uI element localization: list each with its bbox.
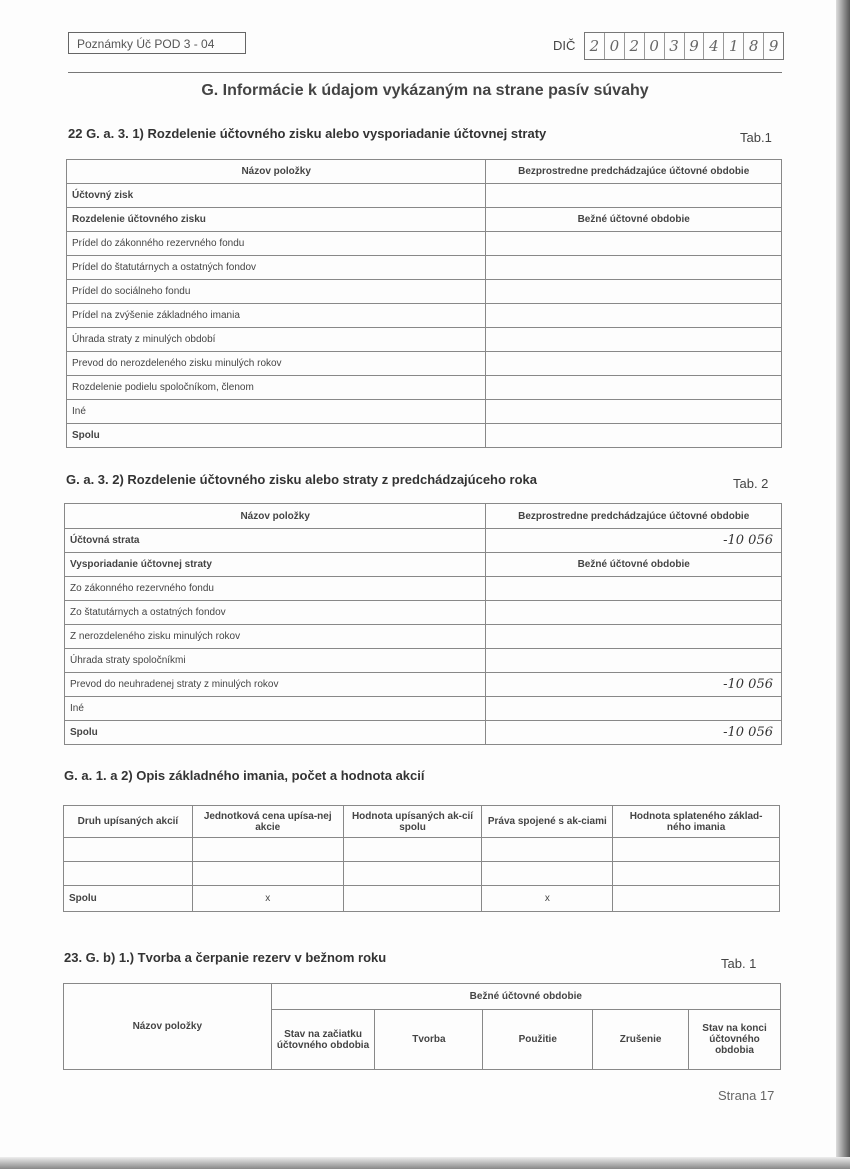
page-title: G. Informácie k údajom vykázaným na strane pasív súvahy [201, 82, 649, 99]
table1-row-main: Účtovný zisk [67, 184, 486, 208]
dic-digit: 2 [585, 33, 605, 59]
table-row: Zo zákonného rezervného fondu [65, 577, 486, 601]
table3 [63, 805, 780, 912]
table-cell [613, 838, 780, 862]
table-cell [486, 328, 782, 352]
dic-digit: 2 [625, 33, 645, 59]
dic-digit: 1 [724, 33, 744, 59]
dic-digit: 9 [768, 37, 779, 55]
table-row: Iné [67, 400, 486, 424]
table-cell [486, 352, 782, 376]
table4-col-name: Názov položky [64, 984, 272, 1070]
table-row: Prídel do zákonného rezervného fondu [67, 232, 486, 256]
dic-label: DIČ [553, 38, 576, 53]
table4-col: Stav na začiatku účtovného obdobia [271, 1010, 375, 1070]
table4-col: Stav na konci účtovného obdobia [689, 1010, 781, 1070]
table3-col: Hodnota upísaných ak-cií spolu [343, 806, 482, 838]
table-row: Zo štatutárnych a ostatných fondov [65, 601, 486, 625]
dic-digit: 3 [665, 33, 685, 59]
table2-col-name: Názov položky [65, 504, 486, 529]
table2-col-curr: Bežné účtovné obdobie [486, 553, 782, 577]
table-row: Rozdelenie podielu spoločníkom, členom [67, 376, 486, 400]
table3-col: Práva spojené s ak-ciami [482, 806, 613, 838]
table2 [64, 503, 782, 745]
table-cell [486, 376, 782, 400]
table-cell [486, 625, 782, 649]
table1-total: Spolu [67, 424, 486, 448]
table-cell [486, 697, 782, 721]
table-cell [343, 862, 482, 886]
page-bottom-shadow [0, 1157, 850, 1169]
table-row: Prevod do nerozdeleného zisku minulých rokov [67, 352, 486, 376]
table4-col: Zrušenie [593, 1010, 689, 1070]
table-row: Prídel na zvýšenie základného imania [67, 304, 486, 328]
table-cell [613, 886, 780, 912]
table-cell [486, 424, 782, 448]
table-row: Z nerozdeleného zisku minulých rokov [65, 625, 486, 649]
table4-group: Bežné účtovné obdobie [271, 984, 780, 1010]
table1 [66, 159, 782, 448]
table1-col-name: Názov položky [67, 160, 486, 184]
table-cell [486, 649, 782, 673]
table2-total-value: -10 056 [486, 721, 782, 745]
table2-total: Spolu [65, 721, 486, 745]
table-cell [486, 184, 782, 208]
table4-heading: 23. G. b) 1.) Tvorba a čerpanie rezerv v bežnom roku [64, 950, 387, 965]
table-cell [486, 400, 782, 424]
table4 [63, 983, 781, 1070]
table-cell [486, 256, 782, 280]
table1-tab-label: Tab.1 [740, 130, 772, 145]
table-row: Iné [65, 697, 486, 721]
table-row: Úhrada straty spoločníkmi [65, 649, 486, 673]
table1-row-sub: Rozdelenie účtovného zisku [67, 208, 486, 232]
table-row: Prídel do sociálneho fondu [67, 280, 486, 304]
table-row: Prevod do neuhradenej straty z minulých rokov [65, 673, 486, 697]
table-cell [192, 838, 343, 862]
table2-row-main-value: -10 056 [486, 529, 782, 553]
table3-col: Jednotková cena upísa-nej akcie [192, 806, 343, 838]
table4-tab-label: Tab. 1 [721, 956, 757, 971]
table1-col-curr: Bežné účtovné obdobie [486, 208, 782, 232]
table2-tab-label: Tab. 2 [733, 476, 769, 491]
table2-row-main: Účtovná strata [65, 529, 486, 553]
table-cell [482, 838, 613, 862]
table4-col: Tvorba [375, 1010, 483, 1070]
page-number: Strana 17 [718, 1088, 775, 1103]
table1-heading: 22 G. a. 3. 1) Rozdelenie účtovného zisku alebo vysporiadanie účtovnej straty [68, 126, 547, 141]
table3-heading: G. a. 1. a 2) Opis základného imania, počet a hodnota akcií [64, 768, 425, 783]
table-cell [64, 838, 193, 862]
table1-col-prev: Bezprostredne predchádzajúce účtovné obdobie [486, 160, 782, 184]
table2-heading: G. a. 3. 2) Rozdelenie účtovného zisku alebo straty z predchádzajúceho roka [66, 472, 538, 487]
table2-col-prev: Bezprostredne predchádzajúce účtovné obdobie [486, 504, 782, 529]
table-cell [343, 838, 482, 862]
table3-total: Spolu [64, 886, 193, 912]
table-cell [343, 886, 482, 912]
table-cell [64, 862, 193, 886]
form-code-box: Poznámky Úč POD 3 - 04 [68, 32, 246, 54]
table3-col: Druh upísaných akcií [64, 806, 193, 838]
header-divider [68, 72, 782, 73]
table-row: Úhrada straty z minulých období [67, 328, 486, 352]
dic-digit: 4 [704, 33, 724, 59]
dic-digit: 0 [605, 33, 625, 59]
table-cell [486, 601, 782, 625]
table-cell [192, 862, 343, 886]
table-cell [482, 862, 613, 886]
table-cell: -10 056 [486, 673, 782, 697]
table4-col: Použitie [483, 1010, 593, 1070]
table3-col: Hodnota splateného základ-ného imania [613, 806, 780, 838]
page-edge-shadow [836, 0, 850, 1169]
table-cell [486, 232, 782, 256]
dic-digit: 9 [685, 33, 705, 59]
dic-digit: 0 [645, 33, 665, 59]
table2-row-sub: Vysporiadanie účtovnej straty [65, 553, 486, 577]
table-cell [613, 862, 780, 886]
table-cell [486, 304, 782, 328]
dic-field [584, 32, 784, 60]
dic-digit: 8 [744, 33, 764, 59]
table-row: Prídel do štatutárnych a ostatných fondov [67, 256, 486, 280]
x-mark: x [482, 886, 613, 912]
x-mark: x [192, 886, 343, 912]
table-cell [486, 577, 782, 601]
table-cell [486, 280, 782, 304]
